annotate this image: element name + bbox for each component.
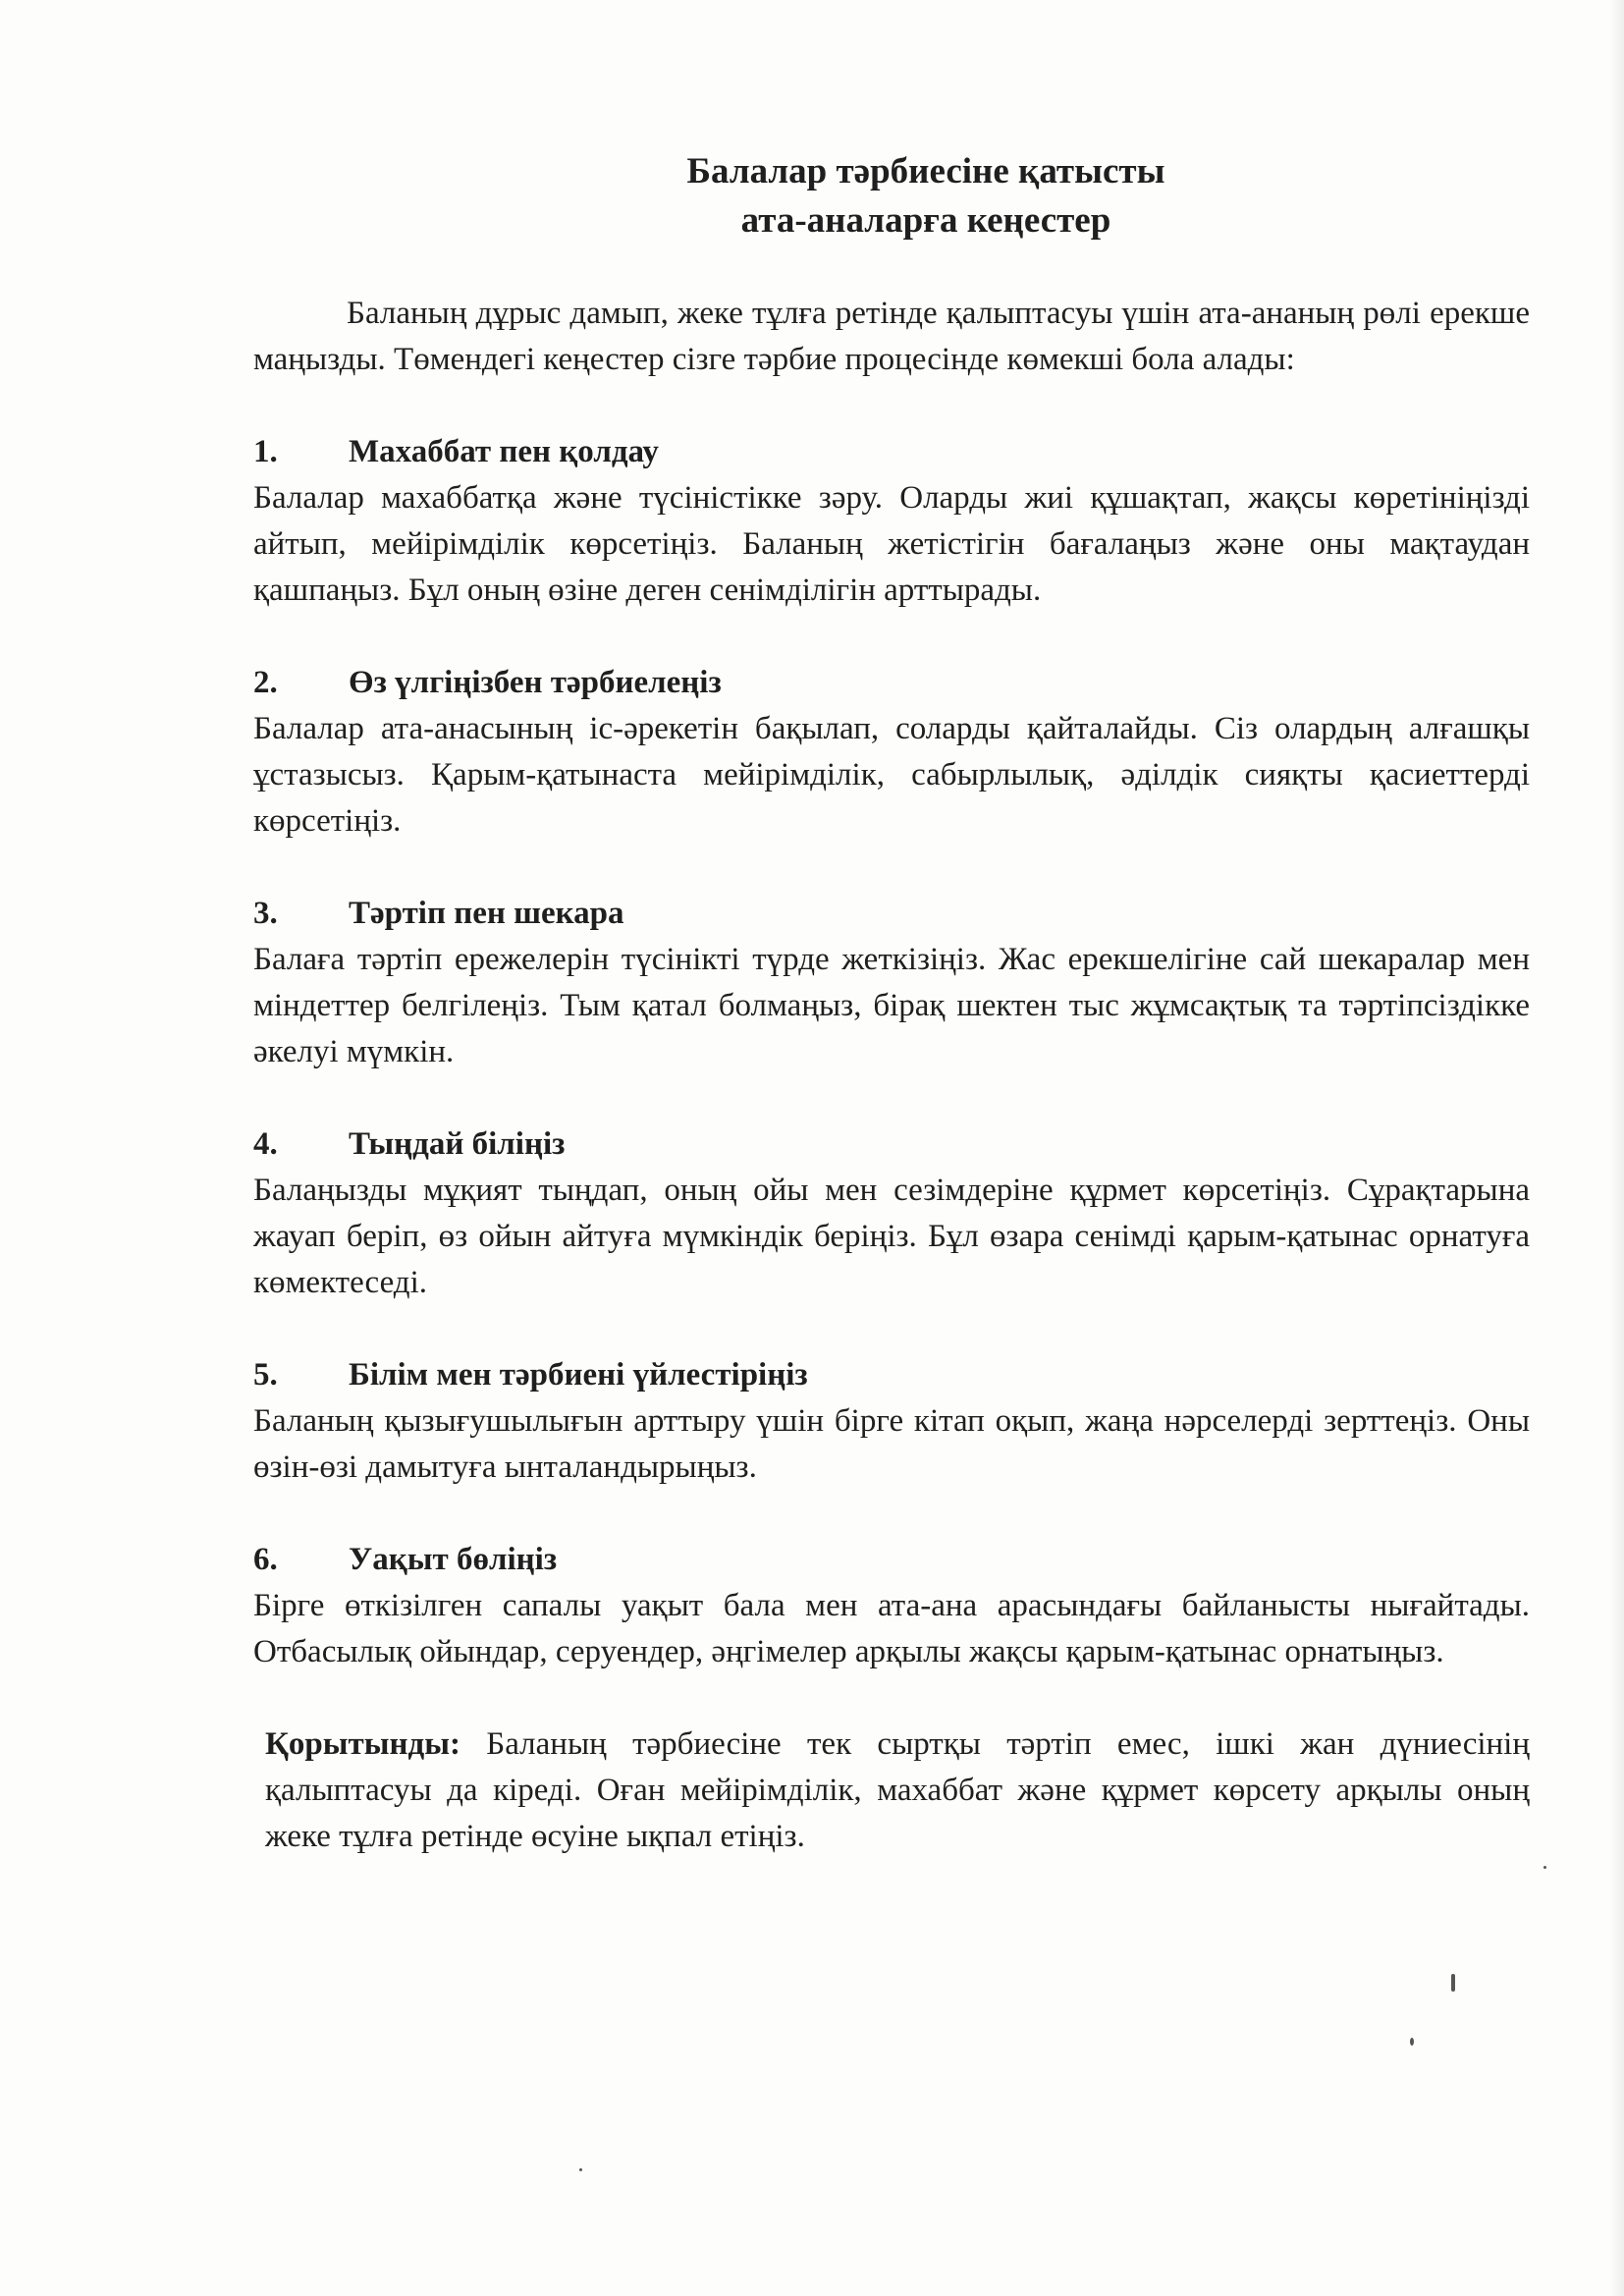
- section-text: Бірге өткізілген сапалы уақыт бала мен ата-ана арасындағы байланысты нығайтады. Отбасылық ойындар, серуендер, әңгімелер арқылы жақсы қарым-қатынас орнатыңыз.: [253, 1588, 1530, 1669]
- conclusion-text: Баланың тәрбиесіне тек сыртқы тәртіп емес, ішкі жан дүниесінің қалыптасуы да кіреді. Оған мейірімділік, махаббат және құрмет көрсету арқылы оның жеке тұлға ретінде өсуіне ықпал етіңіз.: [265, 1726, 1531, 1854]
- scan-edge-shadow: [1610, 0, 1624, 2296]
- section-heading: [253, 429, 1530, 475]
- section-text: Балалар махаббатқа және түсіністікке зәру. Оларды жиі құшақтап, жақсы көретініңізді айтып, мейірімділік көрсетіңіз. Баланың жетістігін бағалаңыз және оны мақтаудан қашпаңыз. Бұл оның өзіне деген сенімділігін арттырады.: [253, 480, 1530, 608]
- section-text: Балаңызды мұқият тыңдап, оның ойы мен сезімдеріне құрмет көрсетіңіз. Сұрақтарына жауап беріп, өз ойын айтуға мүмкіндік беріңіз. Бұл өзара сенімді қарым-қатынас орнатуға көмектеседі.: [253, 1173, 1530, 1300]
- section-number: 6.: [253, 1542, 278, 1577]
- section-1: [253, 429, 1530, 614]
- scan-speck: [1451, 1974, 1455, 1992]
- section-text: Балаға тәртіп ережелерін түсінікті түрде жеткізіңіз. Жас ерекшелігіне сай шекаралар мен міндеттер белгілеңіз. Тым қатал болмаңыз, бірақ шектен тыс жұмсақтық та тәртіпсіздікке әкелуі мүмкін.: [253, 942, 1530, 1069]
- section-number: 2.: [253, 665, 278, 700]
- section-heading: [253, 1352, 1530, 1398]
- section-3: [253, 891, 1530, 1075]
- section-heading: [253, 660, 1530, 706]
- title-line-1: Балалар тәрбиесіне қатысты: [686, 151, 1165, 191]
- document-title: [253, 147, 1530, 246]
- section-heading: [253, 1537, 1530, 1583]
- section-title: Махаббат пен қолдау: [349, 434, 659, 469]
- section-number: 5.: [253, 1357, 278, 1393]
- section-heading: [253, 891, 1530, 937]
- section-6: [253, 1537, 1530, 1675]
- conclusion-paragraph: [253, 1722, 1530, 1860]
- section-number: 4.: [253, 1126, 278, 1162]
- section-4: [253, 1121, 1530, 1306]
- section-number: 3.: [253, 896, 278, 931]
- section-heading: [253, 1121, 1530, 1168]
- section-text: Баланың қызығушылығын арттыру үшін бірге кітап оқып, жаңа нәрселерді зерттеңіз. Оны өзін-өзі дамытуға ынталандырыңыз.: [253, 1403, 1530, 1485]
- section-number: 1.: [253, 434, 278, 469]
- section-title: Тыңдай біліңіз: [349, 1126, 566, 1162]
- section-title: Өз үлгіңізбен тәрбиелеңіз: [349, 665, 722, 700]
- section-2: [253, 660, 1530, 845]
- title-line-2: ата-аналарға кеңестер: [740, 200, 1111, 241]
- section-text: Балалар ата-анасының іс-әрекетін бақылап, соларды қайталайды. Сіз олардың алғашқы ұстазысыз. Қарым-қатынаста мейірімділік, сабырлылық, әділдік сияқты қасиеттерді көрсетіңіз.: [253, 711, 1530, 839]
- scan-speck: [579, 2168, 582, 2171]
- section-title: Білім мен тәрбиені үйлестіріңіз: [349, 1357, 808, 1393]
- section-title: Уақыт бөліңіз: [349, 1542, 558, 1577]
- conclusion-label: Қорытынды:: [265, 1726, 460, 1762]
- document-page: [253, 147, 1530, 1892]
- section-title: Тәртіп пен шекара: [349, 896, 624, 931]
- scan-speck: [1543, 1866, 1546, 1869]
- section-5: [253, 1352, 1530, 1491]
- intro-paragraph: Баланың дұрыс дамып, жеке тұлға ретінде қалыптасуы үшін ата-ананың рөлі ерекше маңызды. Төмендегі кеңестер сізге тәрбие процесінде көмекші бола алады:: [253, 296, 1530, 377]
- scan-speck: [1410, 2038, 1414, 2046]
